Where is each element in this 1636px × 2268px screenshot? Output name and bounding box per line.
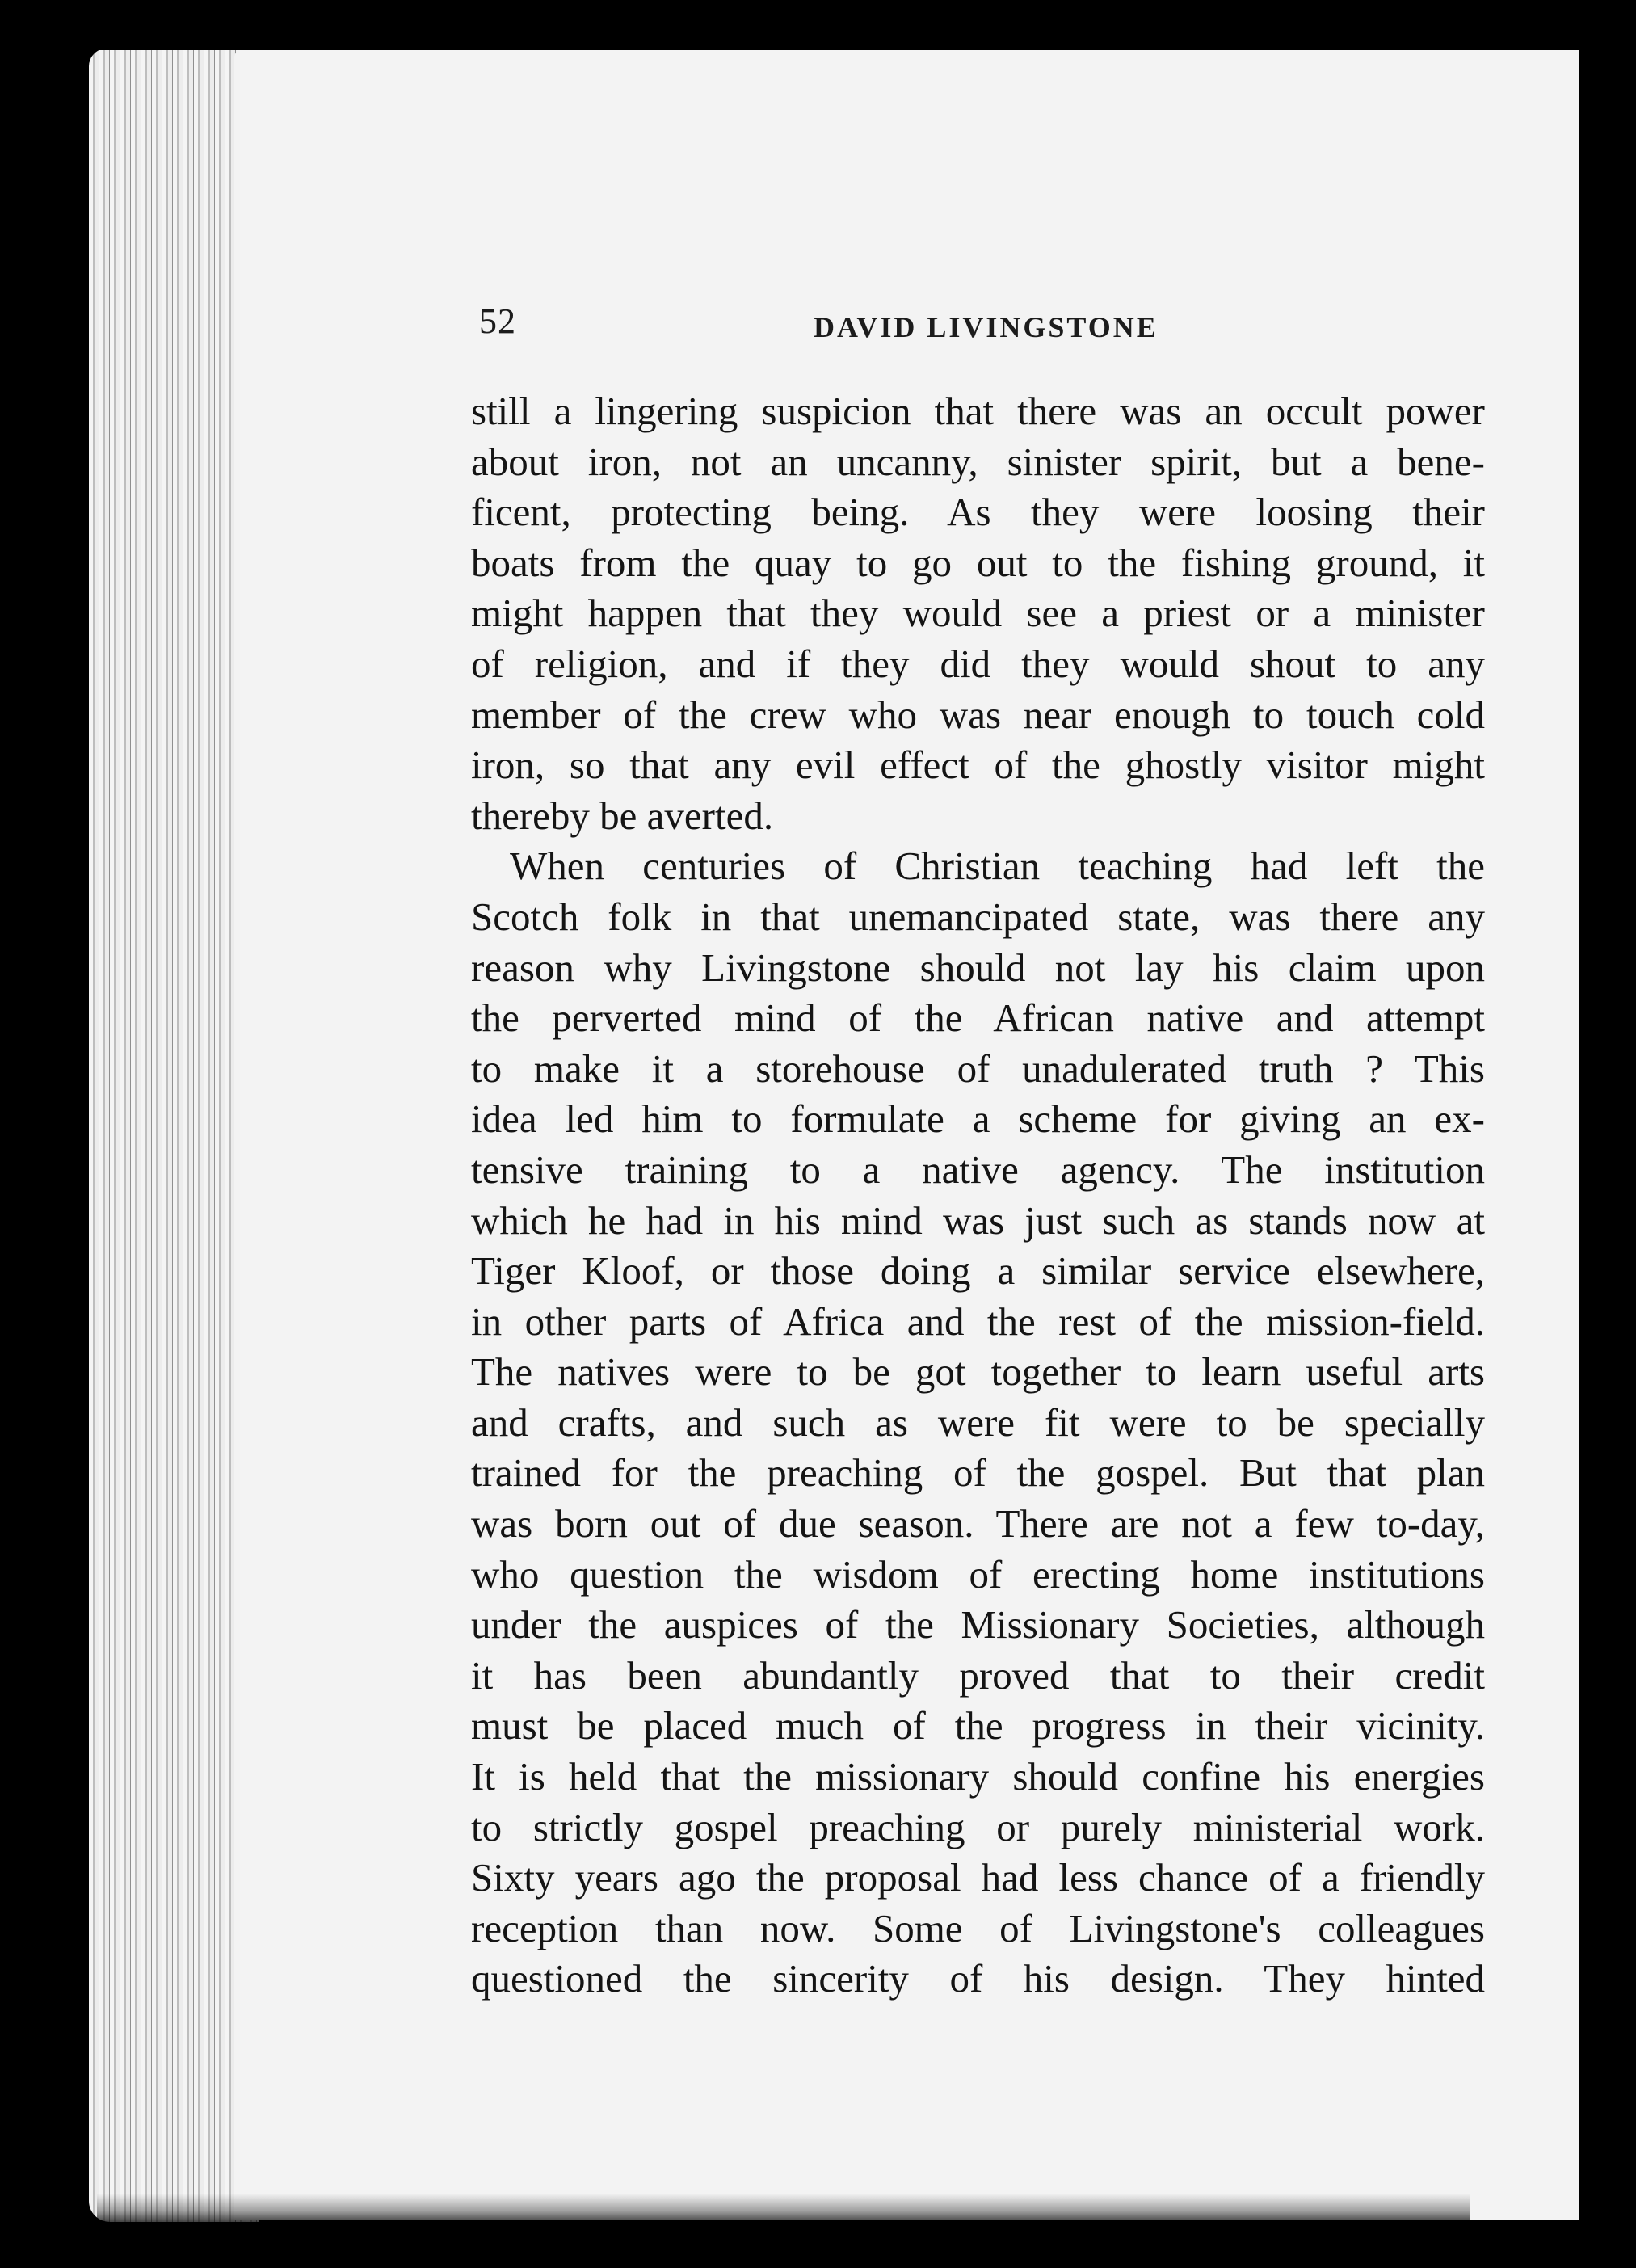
text-line: Sixty years ago the proposal had less chance of a friendly: [471, 1855, 1485, 1900]
text-line: of religion, and if they did they would shout to any: [471, 641, 1485, 686]
running-head: [479, 301, 1497, 357]
text-line: member of the crew who was near enough to touch cold: [471, 692, 1485, 737]
paragraph-end-line: thereby be averted.: [471, 793, 774, 838]
page-number: 52: [479, 301, 516, 341]
text-line: reason why Livingstone should not lay his claim upon: [471, 945, 1485, 990]
right-scan-border: [1579, 0, 1636, 2268]
text-line: reception than now. Some of Livingstone's colleagues: [471, 1905, 1485, 1950]
text-line: boats from the quay to go out to the fishing ground, it: [471, 540, 1485, 585]
text-line: still a lingering suspicion that there was an occult power: [471, 389, 1485, 433]
text-line: in other parts of Africa and the rest of the mission-field.: [471, 1298, 1485, 1344]
text-line: was born out of due season. There are not a few to-day,: [471, 1501, 1485, 1546]
text-line: Scotch folk in that unemancipated state, was there any: [471, 894, 1485, 939]
text-line: tensive training to a native agency. The institution: [471, 1147, 1485, 1192]
book-page-edges: [89, 48, 259, 2222]
text-line: who question the wisdom of erecting home institutions: [471, 1551, 1485, 1597]
text-line: to strictly gospel preaching or purely ministerial work.: [471, 1804, 1485, 1849]
bottom-page-shadow: [97, 2194, 1470, 2223]
text-line: it has been abundantly proved that to their credit: [471, 1652, 1485, 1698]
text-line: It is held that the missionary should confine his energies: [471, 1754, 1485, 1799]
text-line: iron, so that any evil effect of the ghostly visitor might: [471, 743, 1485, 788]
text-line: must be placed much of the progress in their vicinity.: [471, 1703, 1485, 1748]
text-line: The natives were to be got together to learn useful arts: [471, 1349, 1485, 1395]
text-line: ficent, protecting being. As they were loosing their: [471, 490, 1485, 535]
text-line: and crafts, and such as were fit were to be specially: [471, 1399, 1485, 1445]
text-line: which he had in his mind was just such as stands now at: [471, 1197, 1485, 1243]
text-line: trained for the preaching of the gospel. But that plan: [471, 1450, 1485, 1496]
text-line: idea led him to formulate a scheme for giving an ex-: [471, 1096, 1485, 1142]
body-text: [471, 386, 1485, 2005]
running-title: DAVID LIVINGSTONE: [814, 311, 1159, 343]
text-line: might happen that they would see a priest or a minister: [471, 591, 1485, 636]
text-line: under the auspices of the Missionary Societies, although: [471, 1602, 1485, 1647]
text-line: the perverted mind of the African native and attempt: [471, 995, 1485, 1041]
text-line: about iron, not an uncanny, sinister spirit, but a bene-: [471, 439, 1485, 484]
top-scan-border: [0, 0, 1636, 50]
text-line: questioned the sincerity of his design. They hinted: [471, 1956, 1485, 2001]
text-line: to make it a storehouse of unadulerated truth ? This: [471, 1046, 1485, 1091]
paragraph-start-line: When centuries of Christian teaching had left the: [510, 844, 1485, 889]
text-line: Tiger Kloof, or those doing a similar service elsewhere,: [471, 1248, 1485, 1294]
